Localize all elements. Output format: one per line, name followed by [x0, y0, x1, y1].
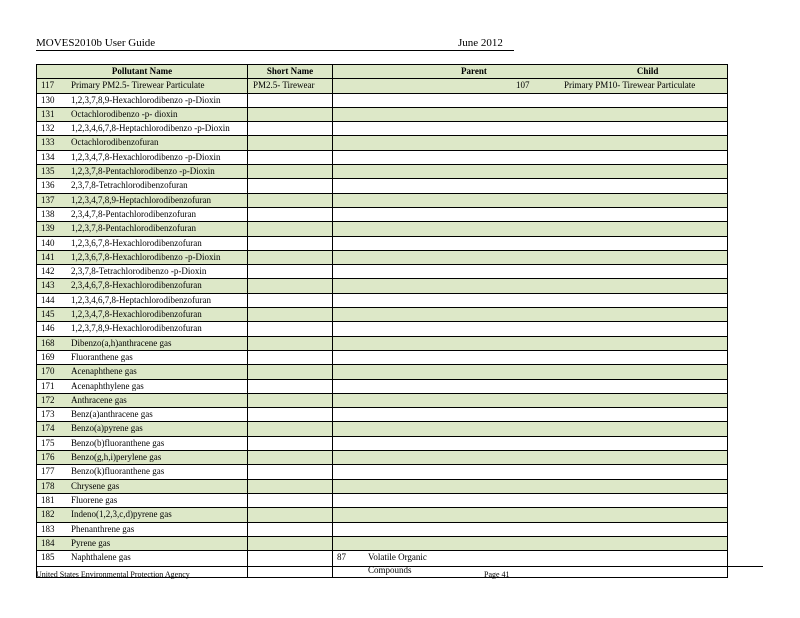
- pollutant-cell: [37, 179, 248, 193]
- pollutant-name: 1,2,3,7,8,9-Hexachlorodibenzofuran: [71, 323, 202, 334]
- table-row: [37, 493, 728, 507]
- parent-child-cell: [333, 393, 728, 407]
- pollutant-name: 1,2,3,6,7,8-Hexachlorodibenzo -p-Dioxin: [71, 251, 221, 262]
- table-row: [37, 293, 728, 307]
- pollutant-cell: [37, 250, 248, 264]
- parent-child-cell: [333, 365, 728, 379]
- short-name-cell: [248, 93, 333, 107]
- pollutant-name: 2,3,4,6,7,8-Hexachlorodibenzofuran: [71, 280, 202, 291]
- pollutant-id: 174: [41, 423, 55, 434]
- table-row: [37, 207, 728, 221]
- parent-child-cell: [333, 422, 728, 436]
- pollutant-id: 139: [41, 223, 55, 234]
- table-row: [37, 279, 728, 293]
- pollutant-cell: [37, 379, 248, 393]
- pollutant-cell: [37, 393, 248, 407]
- parent-child-cell: [333, 551, 728, 578]
- short-name-cell: [248, 365, 333, 379]
- pollutant-id: 185: [41, 552, 55, 563]
- short-name-cell: [248, 436, 333, 450]
- parent-child-cell: [333, 293, 728, 307]
- pollutant-cell: [37, 350, 248, 364]
- parent-child-cell: [333, 79, 728, 93]
- pollutant-name: 2,3,4,7,8-Pentachlorodibenzofuran: [71, 208, 196, 219]
- pollutant-name: Indeno(1,2,3,c,d)pyrene gas: [71, 509, 172, 520]
- pollutant-name: Acenaphthylene gas: [71, 380, 144, 391]
- pollutant-cell: [37, 293, 248, 307]
- parent-child-cell: [333, 350, 728, 364]
- pollutant-cell: [37, 236, 248, 250]
- parent-child-cell: [333, 193, 728, 207]
- pollutant-name: Benzo(k)fluoranthene gas: [71, 466, 165, 477]
- col-header-child: Child: [636, 66, 659, 76]
- table-row: [37, 322, 728, 336]
- parent-line: [333, 551, 727, 564]
- pollutant-id: 140: [41, 237, 55, 248]
- pollutant-name: Acenaphthene gas: [71, 366, 137, 377]
- pollutant-name: Chrysene gas: [71, 480, 120, 491]
- pollutant-id: 181: [41, 494, 55, 505]
- col-header-short: Short Name: [248, 65, 333, 79]
- table-row: [37, 479, 728, 493]
- short-name: PM2.5- Tirewear: [253, 80, 315, 91]
- pollutant-cell: [37, 522, 248, 536]
- parent-child-cell: [333, 222, 728, 236]
- parent-child-cell: [333, 165, 728, 179]
- pollutant-name: Anthracene gas: [71, 394, 127, 405]
- table-row: [37, 350, 728, 364]
- table-row: [37, 265, 728, 279]
- short-name-cell: [248, 193, 333, 207]
- short-name-cell: [248, 551, 333, 578]
- pollutant-name: Octachlorodibenzo -p- dioxin: [71, 108, 178, 119]
- pollutant-id: 130: [41, 94, 55, 105]
- parent-child-cell: [333, 436, 728, 450]
- parent-child-cell: [333, 522, 728, 536]
- table-row: [37, 379, 728, 393]
- header-rule: [36, 50, 514, 51]
- pollutant-name: Dibenzo(a,h)anthracene gas: [71, 337, 172, 348]
- parent-child-cell: [333, 493, 728, 507]
- parent-child-cell: [333, 465, 728, 479]
- parent-name: Volatile Organic: [368, 552, 427, 563]
- pollutant-table: [36, 64, 728, 578]
- table-row: [37, 308, 728, 322]
- parent-child-cell: [333, 122, 728, 136]
- pollutant-cell: [37, 207, 248, 221]
- pollutant-cell: [37, 451, 248, 465]
- parent-id: 87: [337, 552, 346, 563]
- short-name-cell: [248, 322, 333, 336]
- pollutant-id: 146: [41, 323, 55, 334]
- pollutant-cell: [37, 150, 248, 164]
- table-row: [37, 79, 728, 93]
- parent-child-cell: [333, 107, 728, 121]
- pollutant-name: Benzo(g,h,i)perylene gas: [71, 452, 162, 463]
- pollutant-id: 137: [41, 194, 55, 205]
- pollutant-name: 1,2,3,7,8,9-Hexachlorodibenzo -p-Dioxin: [71, 94, 221, 105]
- parent-child-cell: [333, 179, 728, 193]
- pollutant-cell: [37, 265, 248, 279]
- short-name-cell: [248, 79, 333, 93]
- pollutant-id: 138: [41, 208, 55, 219]
- parent-child-cell: [333, 336, 728, 350]
- short-name-cell: [248, 293, 333, 307]
- parent-child-cell: [333, 379, 728, 393]
- pollutant-id: 177: [41, 466, 55, 477]
- pollutant-id: 143: [41, 280, 55, 291]
- pollutant-id: 169: [41, 351, 55, 362]
- pollutant-name: Benz(a)anthracene gas: [71, 409, 153, 420]
- table-row: [37, 365, 728, 379]
- table-row: [37, 193, 728, 207]
- table-row: [37, 250, 728, 264]
- table-row: [37, 222, 728, 236]
- parent-child-cell: [333, 479, 728, 493]
- parent-child-cell: [333, 207, 728, 221]
- pollutant-name: Pyrene gas: [71, 537, 111, 548]
- pollutant-cell: [37, 336, 248, 350]
- pollutant-name: 1,2,3,4,7,8-Hexachlorodibenzofuran: [71, 309, 202, 320]
- short-name-cell: [248, 522, 333, 536]
- pollutant-id: 131: [41, 108, 55, 119]
- col-header-parent-child: [333, 65, 728, 79]
- pollutant-id: 134: [41, 151, 55, 162]
- pollutant-cell: [37, 479, 248, 493]
- pollutant-id: 142: [41, 266, 55, 277]
- table-row: [37, 536, 728, 550]
- table-row: [37, 451, 728, 465]
- pollutant-name: Octachlorodibenzofuran: [71, 137, 159, 148]
- short-name-cell: [248, 422, 333, 436]
- short-name-cell: [248, 279, 333, 293]
- pollutant-cell: [37, 279, 248, 293]
- short-name-cell: [248, 308, 333, 322]
- pollutant-id: 145: [41, 309, 55, 320]
- table-row: [37, 122, 728, 136]
- table-row: [37, 136, 728, 150]
- parent-name-2: Compounds: [368, 565, 412, 576]
- pollutant-name: 2,3,7,8-Tetrachlorodibenzofuran: [71, 180, 188, 191]
- table-row: [37, 150, 728, 164]
- pollutant-cell: [37, 508, 248, 522]
- pollutant-name: 1,2,3,7,8-Pentachlorodibenzofuran: [71, 223, 196, 234]
- table-row: [37, 179, 728, 193]
- pollutant-name: 1,2,3,4,6,7,8-Heptachlorodibenzofuran: [71, 294, 211, 305]
- pollutant-id: 141: [41, 251, 55, 262]
- pollutant-cell: [37, 536, 248, 550]
- pollutant-name: Naphthalene gas: [71, 552, 131, 563]
- pollutant-id: 171: [41, 380, 55, 391]
- parent-child-cell: [333, 508, 728, 522]
- pollutant-cell: [37, 222, 248, 236]
- table-row: [37, 422, 728, 436]
- table-row: [37, 236, 728, 250]
- pollutant-name: 1,2,3,4,7,8-Hexachlorodibenzo -p-Dioxin: [71, 151, 221, 162]
- pollutant-cell: [37, 79, 248, 93]
- short-name-cell: [248, 265, 333, 279]
- table-row: [37, 436, 728, 450]
- pollutant-name: Primary PM2.5- Tirewear Particulate: [71, 80, 205, 91]
- pollutant-name: Fluoranthene gas: [71, 351, 133, 362]
- pollutant-id: 178: [41, 480, 55, 491]
- table-row: [37, 336, 728, 350]
- child-name: Primary PM10- Tirewear Particulate: [564, 80, 696, 91]
- pollutant-id: 183: [41, 523, 55, 534]
- parent-child-cell: [333, 136, 728, 150]
- pollutant-id: 176: [41, 452, 55, 463]
- pollutant-id: 182: [41, 509, 55, 520]
- pollutant-cell: [37, 493, 248, 507]
- table-row: [37, 107, 728, 121]
- parent-id: 107: [516, 80, 530, 91]
- pollutant-name: Benzo(a)pyrene gas: [71, 423, 143, 434]
- footer-rule: [36, 566, 763, 567]
- table-row: [37, 393, 728, 407]
- pollutant-cell: [37, 93, 248, 107]
- parent-child-cell: [333, 408, 728, 422]
- short-name-cell: [248, 179, 333, 193]
- pollutant-name: 1,2,3,4,6,7,8-Heptachlorodibenzo -p-Dioxin: [71, 123, 230, 134]
- pollutant-cell: [37, 107, 248, 121]
- parent-child-cell: [333, 451, 728, 465]
- pollutant-id: 175: [41, 437, 55, 448]
- short-name-cell: [248, 107, 333, 121]
- table-header-row: [37, 65, 728, 79]
- pollutant-id: 170: [41, 366, 55, 377]
- pollutant-cell: [37, 365, 248, 379]
- pollutant-cell: [37, 408, 248, 422]
- footer-agency: United States Environmental Protection Agency: [36, 570, 190, 579]
- header-date: June 2012: [458, 37, 503, 49]
- pollutant-name: 2,3,7,8-Tetrachlorodibenzo -p-Dioxin: [71, 266, 207, 277]
- pollutant-id: 132: [41, 123, 55, 134]
- short-name-cell: [248, 451, 333, 465]
- short-name-cell: [248, 122, 333, 136]
- parent-child-cell: [333, 265, 728, 279]
- pollutant-id: 136: [41, 180, 55, 191]
- pollutant-name: 1,2,3,6,7,8-Hexachlorodibenzofuran: [71, 237, 202, 248]
- pollutant-id: 168: [41, 337, 55, 348]
- short-name-cell: [248, 136, 333, 150]
- pollutant-id: 117: [41, 80, 55, 91]
- short-name-cell: [248, 236, 333, 250]
- col-header-pollutant: Pollutant Name: [37, 65, 248, 79]
- short-name-cell: [248, 508, 333, 522]
- parent-child-cell: [333, 93, 728, 107]
- pollutant-cell: [37, 436, 248, 450]
- pollutant-cell: [37, 308, 248, 322]
- parent-child-cell: [333, 250, 728, 264]
- table-row: [37, 508, 728, 522]
- short-name-cell: [248, 465, 333, 479]
- short-name-cell: [248, 536, 333, 550]
- short-name-cell: [248, 408, 333, 422]
- parent-child-cell: [333, 536, 728, 550]
- pollutant-name: Benzo(b)fluoranthene gas: [71, 437, 165, 448]
- short-name-cell: [248, 165, 333, 179]
- pollutant-id: 135: [41, 166, 55, 177]
- col-header-parent: Parent: [461, 66, 487, 76]
- pollutant-id: 133: [41, 137, 55, 148]
- short-name-cell: [248, 207, 333, 221]
- short-name-cell: [248, 393, 333, 407]
- parent-child-cell: [333, 279, 728, 293]
- pollutant-id: 173: [41, 409, 55, 420]
- short-name-cell: [248, 150, 333, 164]
- short-name-cell: [248, 222, 333, 236]
- pollutant-cell: [37, 122, 248, 136]
- pollutant-cell: [37, 136, 248, 150]
- pollutant-cell: [37, 422, 248, 436]
- pollutant-name: 1,2,3,7,8-Pentachlorodibenzo -p-Dioxin: [71, 166, 215, 177]
- table-row: [37, 522, 728, 536]
- pollutant-name: Fluorene gas: [71, 494, 118, 505]
- pollutant-id: 144: [41, 294, 55, 305]
- pollutant-cell: [37, 465, 248, 479]
- table-row: [37, 93, 728, 107]
- pollutant-name: 1,2,3,4,7,8,9-Heptachlorodibenzofuran: [71, 194, 211, 205]
- short-name-cell: [248, 350, 333, 364]
- short-name-cell: [248, 336, 333, 350]
- pollutant-name: Phenanthrene gas: [71, 523, 135, 534]
- table-row: [37, 165, 728, 179]
- pollutant-cell: [37, 193, 248, 207]
- table-row: [37, 408, 728, 422]
- footer-page: Page 41: [484, 570, 510, 579]
- parent-child-cell: [333, 150, 728, 164]
- pollutant-cell: [37, 165, 248, 179]
- short-name-cell: [248, 479, 333, 493]
- short-name-cell: [248, 250, 333, 264]
- short-name-cell: [248, 493, 333, 507]
- short-name-cell: [248, 379, 333, 393]
- header-title: MOVES2010b User Guide: [36, 37, 156, 49]
- parent-child-cell: [333, 308, 728, 322]
- pollutant-id: 184: [41, 537, 55, 548]
- pollutant-cell: [37, 322, 248, 336]
- parent-child-cell: [333, 236, 728, 250]
- parent-child-cell: [333, 322, 728, 336]
- table-row: [37, 465, 728, 479]
- pollutant-id: 172: [41, 394, 55, 405]
